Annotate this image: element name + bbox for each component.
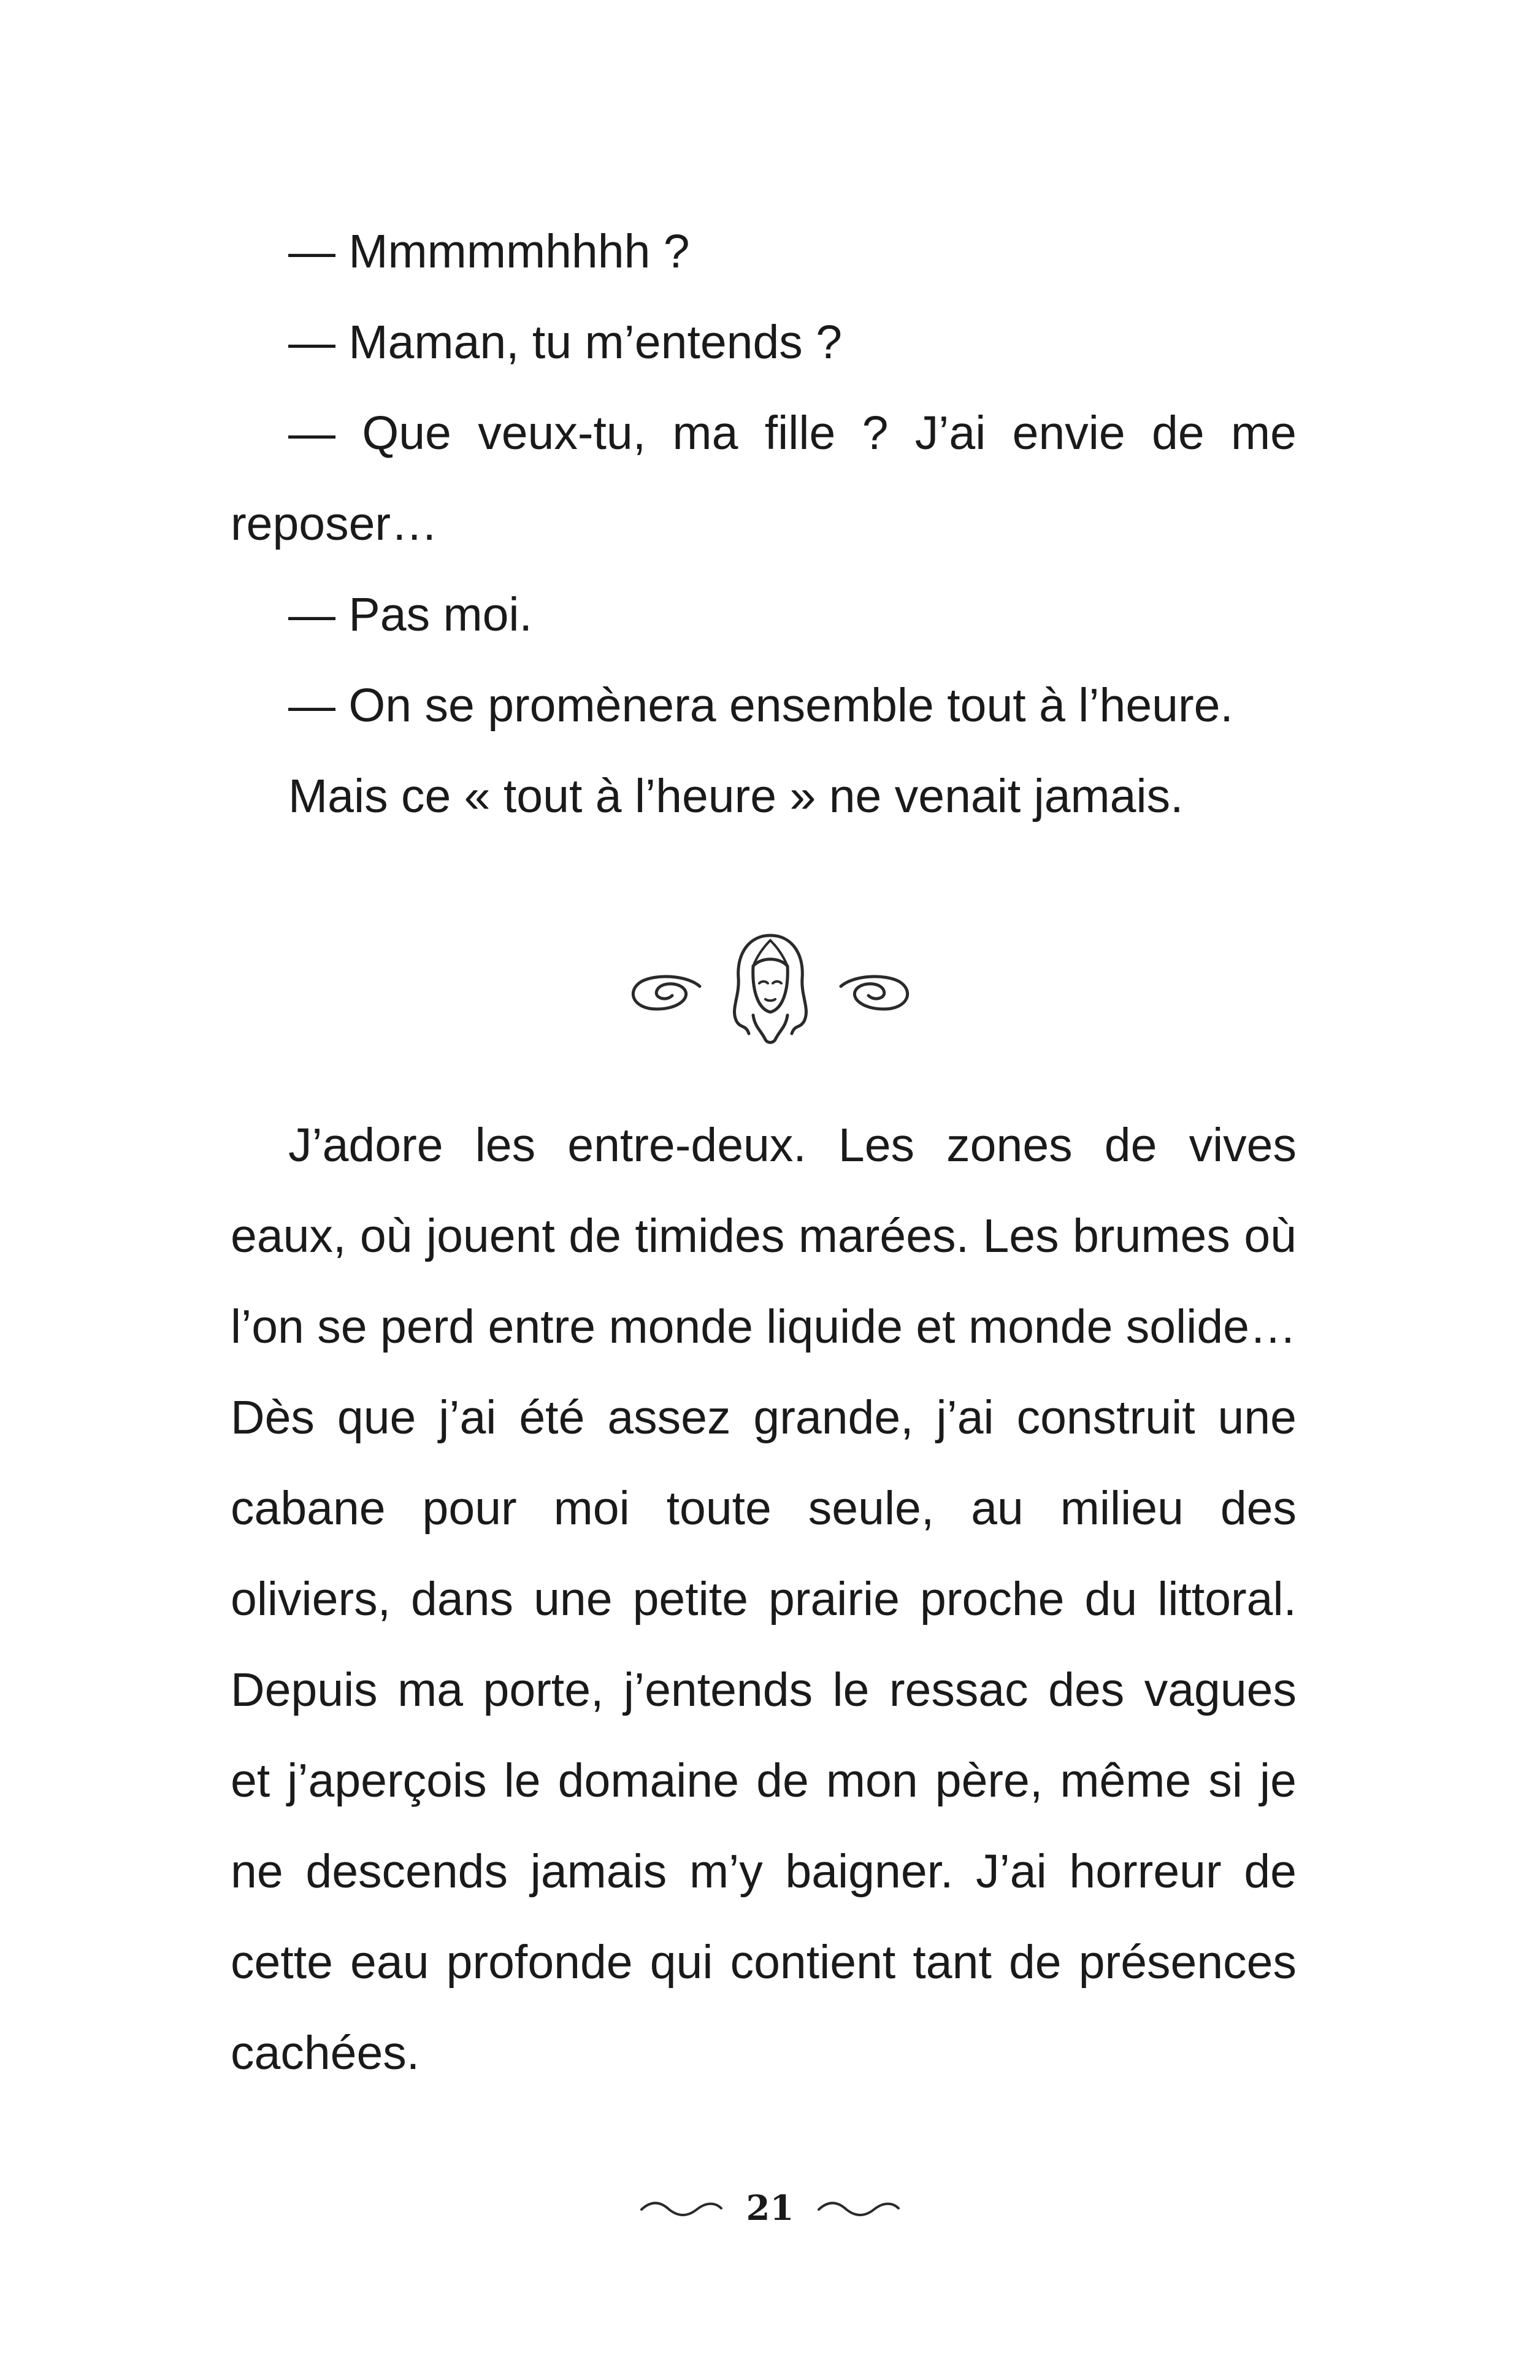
narrative-block: [231, 1100, 1297, 2098]
mermaid-ornament-icon: [623, 923, 917, 1046]
narration-line: Mais ce « tout à l’heure » ne venait jamais.: [288, 770, 1184, 823]
dialogue-line: — Mmmmmhhhh ?: [288, 225, 690, 278]
narrative-paragraph: J’adore les entre-deux. Les zones de vives eaux, où jouent de timides marées. Les brumes où l’on se perd entre monde liquide et monde solide… Dès que j’ai été assez grande, j’ai construit une cabane pour moi toute seule, au milieu des oliviers, dans une petite prairie proche du littoral. Depuis ma porte, j’entends le ressac des vagues et j’aperçois le domaine de mon père, même si je ne descends jamais m’y baigner. J’ai horreur de cette eau profonde qui contient tant de présences cachées.: [231, 1119, 1297, 2079]
dialogue-block: [231, 206, 1297, 842]
page-footer: [0, 2184, 1540, 2233]
dialogue-line: — Que veux-tu, ma fille ? J’ai envie de me reposer…: [231, 407, 1297, 550]
dialogue-line: — Maman, tu m’entends ?: [288, 316, 843, 369]
wave-tilde-icon: [816, 2196, 902, 2221]
page-number: 21: [746, 2188, 794, 2228]
dialogue-line: — On se promènera ensemble tout à l’heure.: [288, 679, 1233, 732]
dialogue-line: — Pas moi.: [288, 588, 532, 641]
wave-tilde-icon: [638, 2196, 724, 2221]
